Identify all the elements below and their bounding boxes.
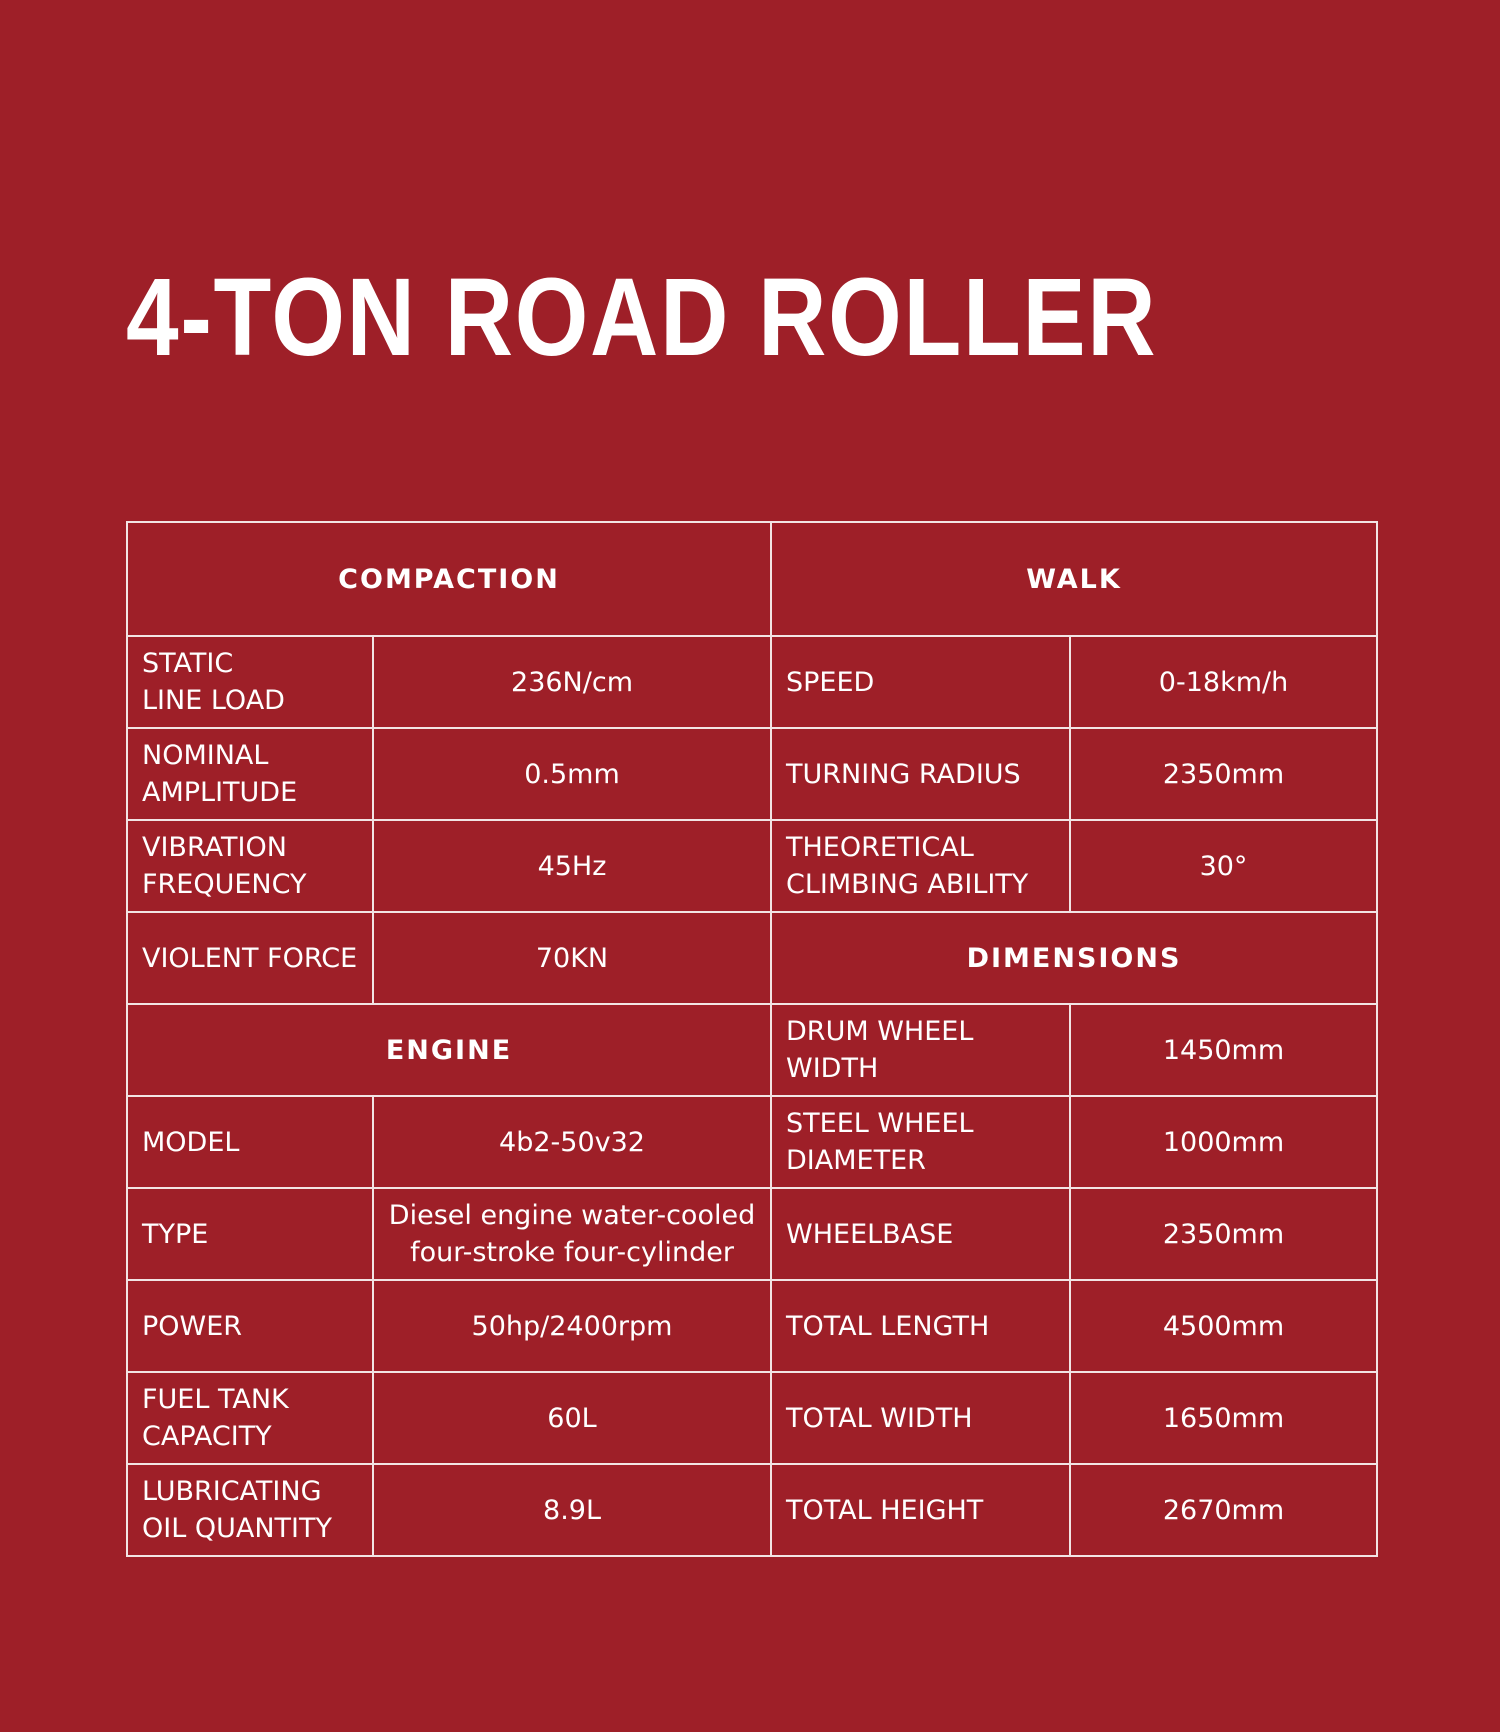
spec-value: 236N/cm xyxy=(373,636,771,728)
spec-label: VIOLENT FORCE xyxy=(127,912,373,1004)
spec-value: 45Hz xyxy=(373,820,771,912)
table-row xyxy=(127,912,1377,1004)
spec-label: LUBRICATING OIL QUANTITY xyxy=(127,1464,373,1556)
spec-label: TOTAL WIDTH xyxy=(771,1372,1070,1464)
spec-value: 30° xyxy=(1070,820,1377,912)
spec-table xyxy=(126,521,1378,1557)
table-row xyxy=(127,1280,1377,1372)
spec-value: 70KN xyxy=(373,912,771,1004)
section-header-engine: ENGINE xyxy=(127,1004,771,1096)
spec-label: VIBRATION FREQUENCY xyxy=(127,820,373,912)
spec-value: 1650mm xyxy=(1070,1372,1377,1464)
spec-label: STATIC LINE LOAD xyxy=(127,636,373,728)
spec-value: 50hp/2400rpm xyxy=(373,1280,771,1372)
spec-value: 4500mm xyxy=(1070,1280,1377,1372)
spec-value: 4b2-50v32 xyxy=(373,1096,771,1188)
spec-label: THEORETICAL CLIMBING ABILITY xyxy=(771,820,1070,912)
table-row xyxy=(127,1372,1377,1464)
section-header-walk: WALK xyxy=(771,522,1377,636)
table-row xyxy=(127,1464,1377,1556)
spec-value: Diesel engine water-cooled four-stroke four-cylinder xyxy=(373,1188,771,1280)
table-row xyxy=(127,1096,1377,1188)
spec-label: STEEL WHEEL DIAMETER xyxy=(771,1096,1070,1188)
spec-label: POWER xyxy=(127,1280,373,1372)
spec-value: 2350mm xyxy=(1070,728,1377,820)
table-row xyxy=(127,1004,1377,1096)
spec-value: 0-18km/h xyxy=(1070,636,1377,728)
spec-value: 2350mm xyxy=(1070,1188,1377,1280)
spec-value: 1450mm xyxy=(1070,1004,1377,1096)
spec-label: MODEL xyxy=(127,1096,373,1188)
spec-label: TURNING RADIUS xyxy=(771,728,1070,820)
table-row xyxy=(127,820,1377,912)
spec-label: NOMINAL AMPLITUDE xyxy=(127,728,373,820)
table-row xyxy=(127,728,1377,820)
spec-value: 0.5mm xyxy=(373,728,771,820)
table-row xyxy=(127,522,1377,636)
spec-label: TOTAL LENGTH xyxy=(771,1280,1070,1372)
spec-label: FUEL TANK CAPACITY xyxy=(127,1372,373,1464)
table-row xyxy=(127,636,1377,728)
section-header-compaction: COMPACTION xyxy=(127,522,771,636)
section-header-dimensions: DIMENSIONS xyxy=(771,912,1377,1004)
spec-value: 60L xyxy=(373,1372,771,1464)
spec-label: TYPE xyxy=(127,1188,373,1280)
spec-value: 2670mm xyxy=(1070,1464,1377,1556)
spec-label: SPEED xyxy=(771,636,1070,728)
spec-label: WHEELBASE xyxy=(771,1188,1070,1280)
spec-value: 1000mm xyxy=(1070,1096,1377,1188)
spec-label: TOTAL HEIGHT xyxy=(771,1464,1070,1556)
table-row xyxy=(127,1188,1377,1280)
spec-label: DRUM WHEEL WIDTH xyxy=(771,1004,1070,1096)
page-title: 4-TON ROAD ROLLER xyxy=(126,256,1158,379)
spec-value: 8.9L xyxy=(373,1464,771,1556)
